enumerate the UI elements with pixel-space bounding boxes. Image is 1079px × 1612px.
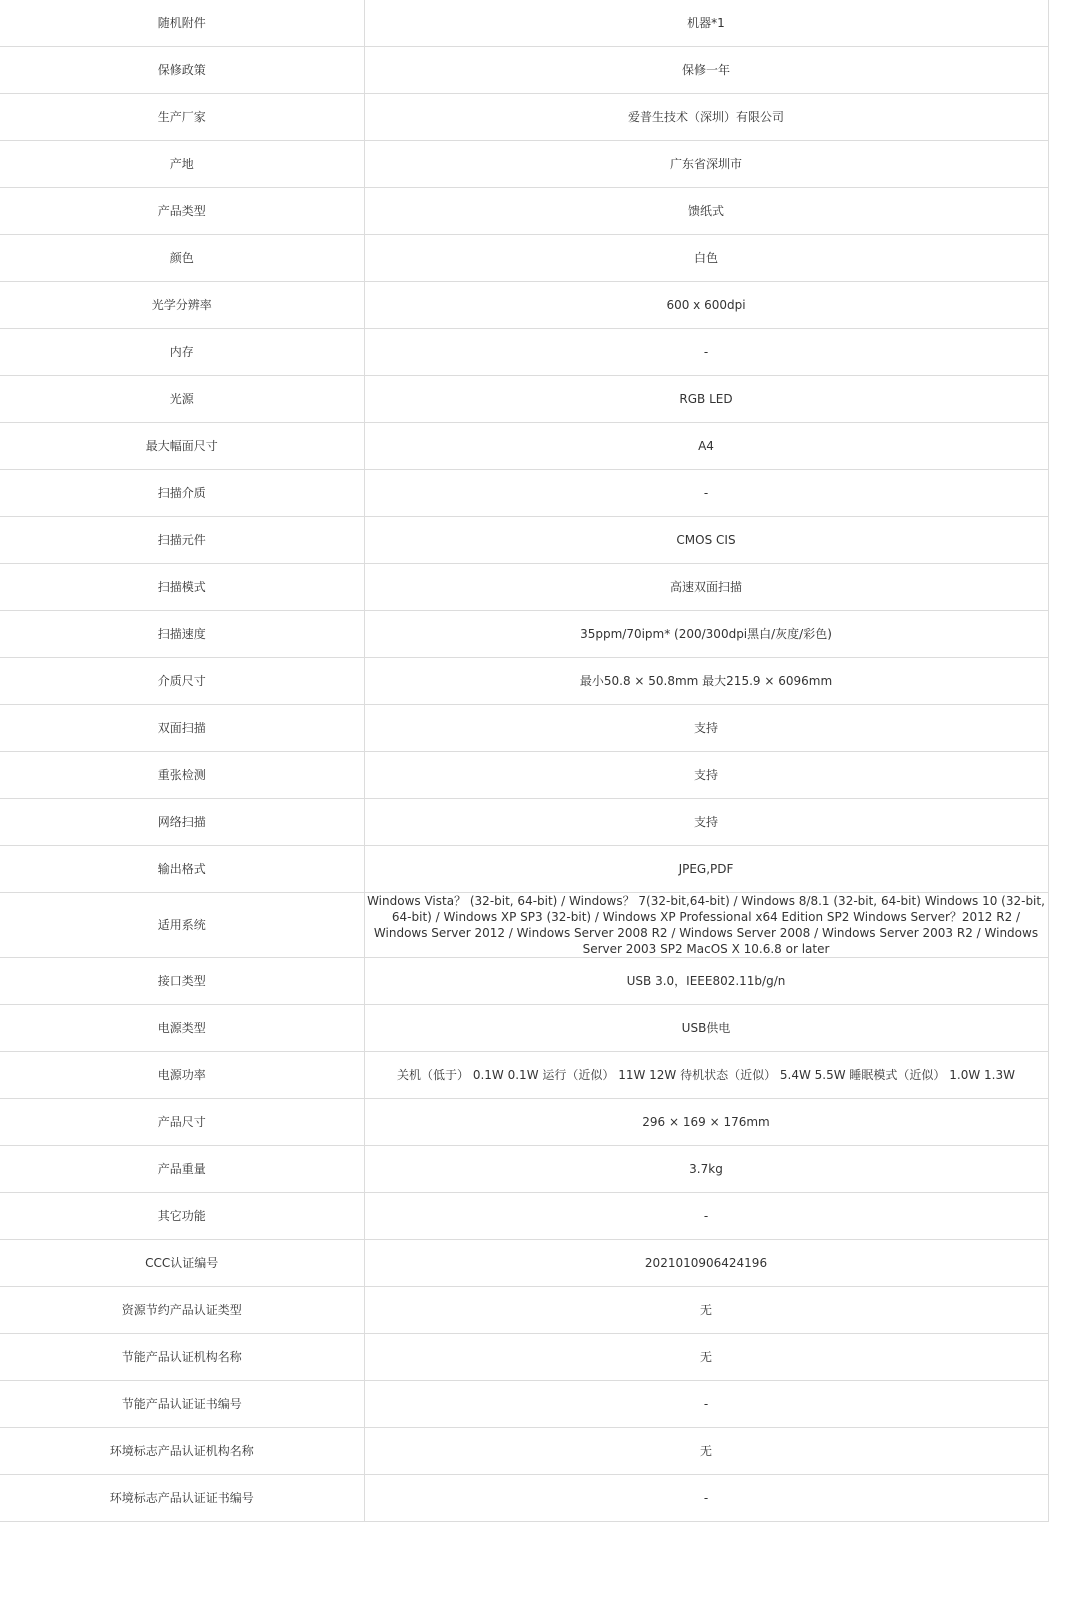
spec-row [0, 517, 1048, 564]
spec-row [0, 658, 1048, 705]
spec-row [0, 1052, 1048, 1099]
spec-label: 资源节约产品认证类型 [0, 1287, 364, 1334]
spec-value: 高速双面扫描 [364, 564, 1048, 611]
spec-row [0, 1146, 1048, 1193]
spec-label: 输出格式 [0, 846, 364, 893]
spec-row [0, 141, 1048, 188]
spec-row [0, 1099, 1048, 1146]
spec-value: Windows Vista？ (32-bit, 64-bit) / Windows？ 7(32-bit,64-bit) / Windows 8/8.1 (32-bit, 64-bit) Windows 10 (32-bit, 64-bit) / Windows XP SP3 (32-bit) / Windows XP Professional x64 Edition SP2 Windows Server？2012 R2 / Windows Server 2012 / Windows Server 2008 R2 / Windows Server 2008 / Windows Server 2003 R2 / Windows Server 2003 SP2 MacOS X 10.6.8 or later [364, 893, 1048, 958]
spec-label: 产品尺寸 [0, 1099, 364, 1146]
spec-row [0, 423, 1048, 470]
spec-row [0, 235, 1048, 282]
spec-row [0, 188, 1048, 235]
spec-label: 环境标志产品认证证书编号 [0, 1475, 364, 1522]
spec-label: 最大幅面尺寸 [0, 423, 364, 470]
spec-value: 无 [364, 1334, 1048, 1381]
spec-row [0, 846, 1048, 893]
spec-value: 35ppm/70ipm* (200/300dpi黑白/灰度/彩色) [364, 611, 1048, 658]
spec-value: 白色 [364, 235, 1048, 282]
spec-label: 扫描元件 [0, 517, 364, 564]
spec-value: RGB LED [364, 376, 1048, 423]
spec-row [0, 705, 1048, 752]
spec-label: 光源 [0, 376, 364, 423]
spec-label: 重张检测 [0, 752, 364, 799]
spec-label: 适用系统 [0, 893, 364, 958]
spec-row [0, 1381, 1048, 1428]
spec-row [0, 1240, 1048, 1287]
spec-label: 环境标志产品认证机构名称 [0, 1428, 364, 1475]
spec-label: CCC认证编号 [0, 1240, 364, 1287]
spec-value: - [364, 1475, 1048, 1522]
spec-value: 无 [364, 1428, 1048, 1475]
spec-label: 光学分辨率 [0, 282, 364, 329]
spec-value: - [364, 1193, 1048, 1240]
spec-value: CMOS CIS [364, 517, 1048, 564]
spec-row [0, 564, 1048, 611]
spec-row [0, 1193, 1048, 1240]
spec-row [0, 893, 1048, 958]
spec-row [0, 1287, 1048, 1334]
spec-value: 支持 [364, 799, 1048, 846]
spec-row [0, 282, 1048, 329]
spec-row [0, 1334, 1048, 1381]
spec-row [0, 470, 1048, 517]
spec-row [0, 329, 1048, 376]
spec-label: 产地 [0, 141, 364, 188]
spec-value: 机器*1 [364, 0, 1048, 47]
spec-label: 扫描速度 [0, 611, 364, 658]
spec-label: 节能产品认证证书编号 [0, 1381, 364, 1428]
spec-row [0, 94, 1048, 141]
spec-value: 2021010906424196 [364, 1240, 1048, 1287]
spec-label: 介质尺寸 [0, 658, 364, 705]
spec-value: 3.7kg [364, 1146, 1048, 1193]
spec-row [0, 1005, 1048, 1052]
spec-row [0, 1428, 1048, 1475]
spec-label: 颜色 [0, 235, 364, 282]
spec-row [0, 0, 1048, 47]
spec-row [0, 47, 1048, 94]
spec-row [0, 1475, 1048, 1522]
spec-value: 600 x 600dpi [364, 282, 1048, 329]
spec-value: 广东省深圳市 [364, 141, 1048, 188]
spec-value: USB供电 [364, 1005, 1048, 1052]
spec-row [0, 958, 1048, 1005]
spec-value: A4 [364, 423, 1048, 470]
spec-label: 生产厂家 [0, 94, 364, 141]
spec-label: 电源功率 [0, 1052, 364, 1099]
spec-value: 保修一年 [364, 47, 1048, 94]
spec-label: 保修政策 [0, 47, 364, 94]
spec-value: 无 [364, 1287, 1048, 1334]
spec-label: 产品类型 [0, 188, 364, 235]
spec-label: 扫描介质 [0, 470, 364, 517]
spec-row [0, 611, 1048, 658]
spec-label: 接口类型 [0, 958, 364, 1005]
spec-label: 节能产品认证机构名称 [0, 1334, 364, 1381]
spec-row [0, 376, 1048, 423]
spec-value: 296 × 169 × 176mm [364, 1099, 1048, 1146]
spec-value: 馈纸式 [364, 188, 1048, 235]
spec-value: 支持 [364, 705, 1048, 752]
spec-row [0, 752, 1048, 799]
spec-value: 关机（低于） 0.1W 0.1W 运行（近似） 11W 12W 待机状态（近似） 5.4W 5.5W 睡眠模式（近似） 1.0W 1.3W [364, 1052, 1048, 1099]
spec-value: 支持 [364, 752, 1048, 799]
spec-value: - [364, 1381, 1048, 1428]
spec-label: 双面扫描 [0, 705, 364, 752]
spec-label: 其它功能 [0, 1193, 364, 1240]
spec-value: JPEG,PDF [364, 846, 1048, 893]
spec-value: USB 3.0，IEEE802.11b/g/n [364, 958, 1048, 1005]
spec-label: 扫描模式 [0, 564, 364, 611]
spec-label: 随机附件 [0, 0, 364, 47]
spec-label: 电源类型 [0, 1005, 364, 1052]
spec-value: 爱普生技术（深圳）有限公司 [364, 94, 1048, 141]
spec-value: 最小50.8 × 50.8mm 最大215.9 × 6096mm [364, 658, 1048, 705]
spec-label: 网络扫描 [0, 799, 364, 846]
spec-label: 产品重量 [0, 1146, 364, 1193]
spec-value: - [364, 470, 1048, 517]
spec-row [0, 799, 1048, 846]
spec-value: - [364, 329, 1048, 376]
spec-label: 内存 [0, 329, 364, 376]
